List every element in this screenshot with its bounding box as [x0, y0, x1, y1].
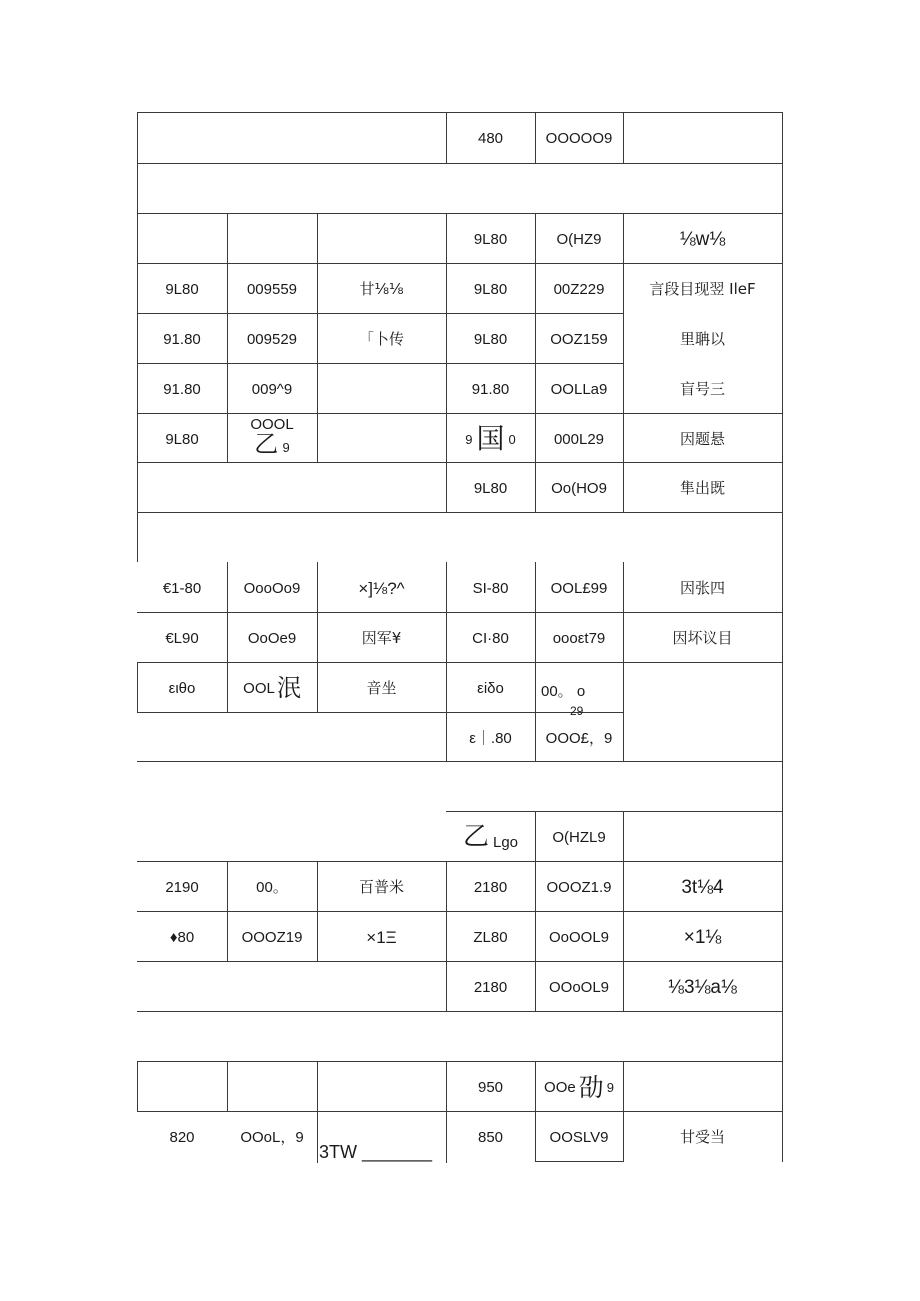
table-cell: 甘⅛⅛: [359, 279, 404, 298]
cell-suffix: Lgo: [492, 833, 519, 851]
table-cell: 3t⅛4: [681, 876, 724, 898]
table-cell: 9L80: [473, 330, 508, 348]
table-cell: 000L29: [553, 430, 605, 448]
table-cell: O(HZ9: [556, 230, 602, 248]
rule-v: [782, 112, 783, 562]
cell-prefix: OOe: [544, 1078, 576, 1096]
table-cell: 2180: [473, 978, 508, 996]
table-cell: 00Z229: [553, 280, 605, 298]
table-cell: €1-80: [162, 579, 202, 597]
table-cell: Oo(HO9: [551, 479, 607, 497]
table-cell: 2180: [473, 878, 508, 896]
table-cell: 里聃以: [679, 329, 725, 348]
cell-suffix: 0: [508, 431, 516, 447]
large-glyph: 国: [476, 422, 505, 455]
table-cell: ε｜.80: [469, 729, 512, 747]
large-glyph: 乙: [254, 430, 279, 459]
table-cell: [227, 663, 317, 713]
cell-prefix: 9: [465, 431, 473, 447]
table-cell: ×1⅛: [683, 926, 722, 948]
table-cell: 百普米: [358, 877, 404, 896]
table-cell: OOSLV9: [549, 1128, 609, 1146]
table-cell: 850: [477, 1128, 504, 1146]
cell-suffix: 9: [282, 440, 290, 456]
table-cell: 91.80: [471, 380, 510, 398]
table-cell: 音坐: [366, 678, 397, 697]
table-cell: 盲号三: [679, 379, 725, 398]
rule-v: [782, 562, 783, 1162]
table-cell: OoOe9: [247, 629, 297, 647]
table-cell: OOoOL9: [548, 978, 610, 996]
table-cell: ειθo: [168, 679, 196, 697]
table-cell: 480: [477, 129, 504, 147]
table-cell: OOZ159: [550, 330, 608, 348]
table-cell: OOOZ19: [241, 928, 303, 946]
table-cell: 言段目现翌 IleF: [649, 279, 756, 298]
table-cell: 因题悬: [679, 429, 725, 448]
table-cell: 因坏议目: [672, 628, 733, 647]
table-cell: 009^9: [251, 380, 293, 398]
table-cell: 950: [477, 1078, 504, 1096]
cell-prefix: OOL: [243, 679, 275, 697]
table-cell: 009529: [246, 330, 298, 348]
table-cell: OOO£，9: [545, 729, 613, 747]
cell-line: OOOL: [250, 415, 294, 433]
table-cell: ⅛w⅛: [679, 228, 726, 250]
large-glyph: 泯: [276, 674, 301, 702]
table-cell: ♦80: [169, 928, 195, 946]
table-cell: 因张四: [679, 578, 725, 597]
table-cell-fragment: 3TW _______: [319, 1142, 433, 1162]
table-cell: 00。: [256, 878, 288, 896]
table-cell: 因军¥: [361, 628, 402, 647]
large-glyph: 乙: [462, 822, 489, 852]
rule-v: [227, 1061, 228, 1111]
table-cell: oooεt79: [552, 629, 606, 647]
table-cell: OooOo9: [243, 579, 301, 597]
table-cell-fragment: 29: [570, 704, 584, 718]
table-cell: OoOOL9: [548, 928, 610, 946]
table-cell: 2190: [165, 878, 199, 896]
table-cell: εiδo: [477, 679, 504, 697]
table-cell: 隼出既: [679, 478, 725, 497]
rule-v: [137, 1061, 138, 1111]
table-cell: 820: [169, 1128, 195, 1146]
rule-h: [137, 163, 783, 164]
table-cell: OOLLa9: [550, 380, 608, 398]
table-cell: 9L80: [473, 230, 508, 248]
table-cell: 9L80: [165, 280, 199, 298]
table-cell: O(HZL9: [552, 828, 606, 846]
table-cell: 甘受当: [679, 1127, 725, 1146]
table-cell: 9L80: [165, 430, 199, 448]
table-cell: 91.80: [163, 330, 201, 348]
table-cell: OOOZ1.9: [546, 878, 612, 896]
table-cell: €L90: [165, 629, 199, 647]
table-cell: 「卜传: [358, 329, 404, 348]
table-cell: 9L80: [473, 280, 508, 298]
table-cell: ⅛3⅛a⅛: [668, 976, 737, 998]
table-cell: [446, 414, 535, 464]
large-glyph: 劭: [578, 1072, 604, 1102]
table-cell: OOL£99: [550, 579, 608, 597]
table-cell: 009559: [246, 280, 298, 298]
table-cell: CI·80: [472, 629, 509, 647]
table-cell: OOOOO9: [545, 129, 613, 147]
table-cell: [446, 812, 535, 862]
table-cell: 91.80: [163, 380, 201, 398]
rule-v: [317, 1061, 318, 1163]
table-cell: SI-80: [472, 579, 509, 597]
table-cell: ×]⅛?^: [358, 578, 405, 598]
cell-line: [254, 432, 289, 457]
table-cell: 9L80: [473, 479, 508, 497]
table-cell: OOoL，9: [240, 1128, 304, 1146]
table-cell: [535, 1062, 623, 1112]
table-cell: [227, 412, 317, 462]
table-cell: ZL80: [473, 928, 508, 946]
cell-suffix: 9: [606, 1079, 614, 1095]
table-cell: ×1Ξ: [366, 927, 397, 947]
rule-v: [623, 112, 624, 163]
table-cell-fragment: 00。 o: [541, 683, 586, 700]
